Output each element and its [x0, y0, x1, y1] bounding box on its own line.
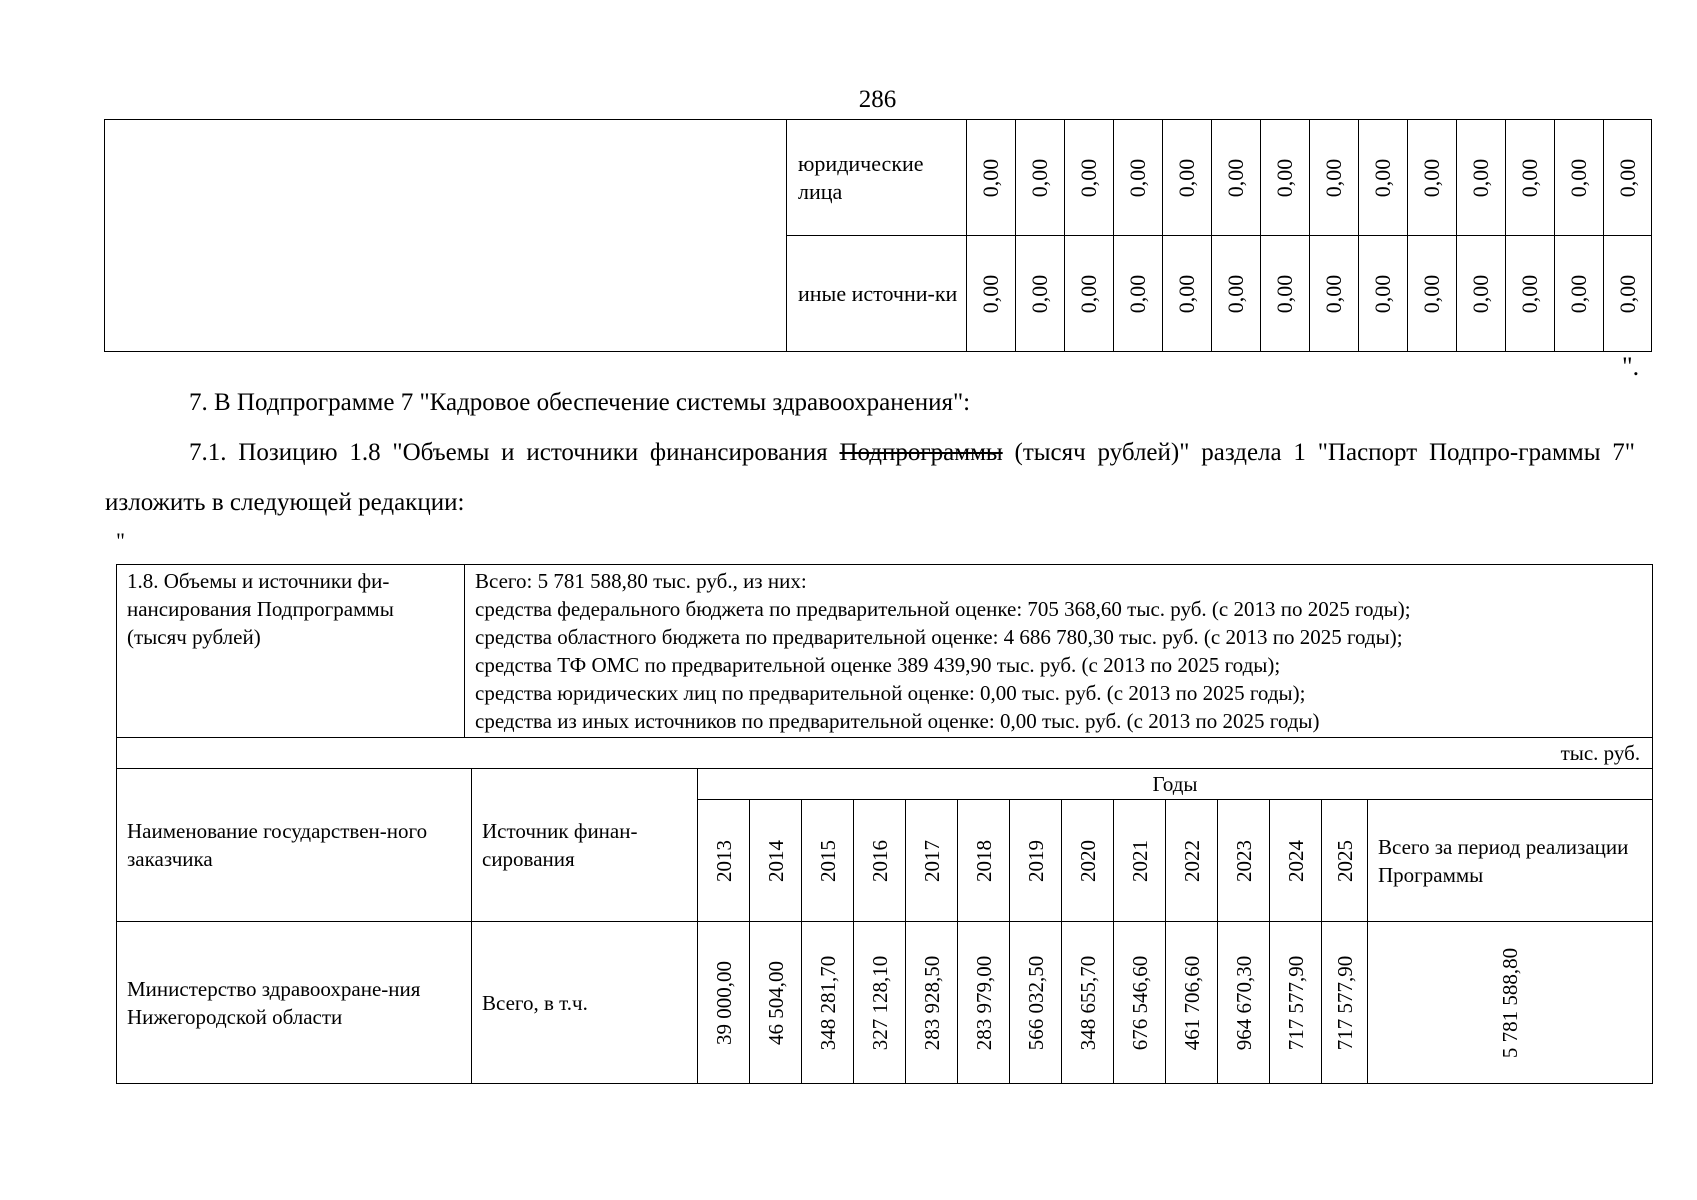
year-text: 2017 [919, 839, 944, 882]
value-cell [1359, 120, 1408, 236]
value-text: 0,00 [978, 274, 1003, 313]
customer-cell: Министерство здравоохране-ния Нижегородской области [117, 922, 472, 1084]
year-header [1218, 800, 1270, 922]
passport-table [116, 564, 1653, 1084]
value-cell [1212, 120, 1261, 236]
year-header [906, 800, 958, 922]
opening-quote: " [116, 528, 125, 553]
value-cell [1408, 236, 1457, 352]
page-number: 286 [858, 86, 897, 113]
passport-line: средства областного бюджета по предварительной оценке: 4 686 780,30 тыс. руб. (с 2013 по 2025 годы); [475, 625, 1403, 649]
value-cell [1604, 236, 1652, 352]
value-text: 0,00 [1468, 274, 1493, 313]
value-cell [1359, 236, 1408, 352]
year-value-cell [1218, 922, 1270, 1084]
year-header [958, 800, 1010, 922]
customer-header: Наименование государствен-ного заказчика [117, 769, 472, 922]
value-text: 0,00 [1125, 274, 1150, 313]
struck-text: Подпрограммы [839, 439, 1003, 466]
value-cell [1065, 120, 1114, 236]
passport-line: средства федерального бюджета по предварительной оценке: 705 368,60 тыс. руб. (с 2013 по 2025 годы); [475, 597, 1411, 621]
value-cell [1261, 236, 1310, 352]
value-text: 0,00 [1321, 274, 1346, 313]
total-header: Всего за период реализации Программы [1368, 800, 1653, 922]
year-value-cell [1114, 922, 1166, 1084]
value-text: 0,00 [1076, 158, 1101, 197]
unit-label: тыс. руб. [117, 738, 1653, 769]
year-header [750, 800, 802, 922]
value-text: 566 032,50 [1023, 955, 1048, 1050]
value-text: 0,00 [1517, 274, 1542, 313]
value-text: 283 928,50 [919, 955, 944, 1050]
year-text: 2014 [763, 839, 788, 882]
value-cell [1016, 236, 1065, 352]
value-text: 46 504,00 [763, 960, 788, 1045]
year-header [1322, 800, 1368, 922]
paragraph-text: (тысяч рублей)" раздела 1 "Паспорт Подпро-граммы 7" изложить в следующей редакции: [105, 439, 1635, 516]
year-value-cell [1062, 922, 1114, 1084]
table-row [117, 769, 1653, 800]
year-header [1062, 800, 1114, 922]
source-header: Источник финан-сирования [472, 769, 698, 922]
value-text: 348 281,70 [815, 955, 840, 1050]
value-text: 39 000,00 [711, 960, 736, 1045]
year-value-cell [1322, 922, 1368, 1084]
value-cell [1310, 236, 1359, 352]
value-text: 0,00 [1566, 158, 1591, 197]
value-cell [1555, 120, 1604, 236]
value-cell [1163, 120, 1212, 236]
value-cell [1310, 120, 1359, 236]
total-value-cell [1368, 922, 1653, 1084]
passport-label: 1.8. Объемы и источники фи-нансирования Подпрограммы (тысяч рублей) [117, 565, 465, 738]
passport-line: средства из иных источников по предварительной оценке: 0,00 тыс. руб. (с 2013 по 2025 годы) [475, 709, 1320, 733]
value-text: 0,00 [1272, 158, 1297, 197]
value-cell [1114, 120, 1163, 236]
closing-quote: ". [1622, 352, 1640, 381]
passport-line: средства ТФ ОМС по предварительной оценке 389 439,90 тыс. руб. (с 2013 по 2025 годы); [475, 653, 1281, 677]
value-cell [1065, 236, 1114, 352]
year-header [698, 800, 750, 922]
value-text: 0,00 [1370, 158, 1395, 197]
value-cell [1457, 236, 1506, 352]
value-text: 0,00 [1566, 274, 1591, 313]
value-cell [1163, 236, 1212, 352]
value-text: 327 128,10 [867, 955, 892, 1050]
value-cell [1114, 236, 1163, 352]
value-text: 0,00 [978, 158, 1003, 197]
value-text: 0,00 [1419, 158, 1444, 197]
value-text: 0,00 [1223, 274, 1248, 313]
value-cell [1212, 236, 1261, 352]
table-row [105, 120, 1652, 236]
year-text: 2024 [1283, 839, 1308, 882]
value-text: 0,00 [1517, 158, 1542, 197]
paragraph-7: 7. В Подпрограмме 7 "Кадровое обеспечение системы здравоохранения": [189, 389, 971, 416]
year-value-cell [1270, 922, 1322, 1084]
value-cell [967, 120, 1016, 236]
value-cell [1555, 236, 1604, 352]
value-cell [1506, 236, 1555, 352]
value-text: 0,00 [1125, 158, 1150, 197]
year-value-cell [802, 922, 854, 1084]
year-text: 2025 [1332, 839, 1357, 882]
year-header [802, 800, 854, 922]
value-text: 348 655,70 [1075, 955, 1100, 1050]
year-value-cell [1010, 922, 1062, 1084]
passport-line: средства юридических лиц по предварительной оценке: 0,00 тыс. руб. (с 2013 по 2025 годы); [475, 681, 1306, 705]
value-text: 461 706,60 [1179, 955, 1204, 1050]
year-header [1010, 800, 1062, 922]
value-text: 0,00 [1027, 158, 1052, 197]
value-text: 0,00 [1076, 274, 1101, 313]
value-cell [1261, 120, 1310, 236]
year-text: 2021 [1127, 839, 1152, 882]
year-value-cell [854, 922, 906, 1084]
value-cell [1457, 120, 1506, 236]
passport-line: Всего: 5 781 588,80 тыс. руб., из них: [475, 569, 807, 593]
year-text: 2019 [1023, 839, 1048, 882]
source-cell: юридические лица [787, 120, 967, 236]
value-cell [1408, 120, 1457, 236]
year-text: 2022 [1179, 839, 1204, 882]
value-cell [967, 236, 1016, 352]
value-text: 0,00 [1174, 158, 1199, 197]
value-text: 717 577,90 [1283, 955, 1308, 1050]
year-value-cell [958, 922, 1010, 1084]
empty-cell [105, 120, 787, 352]
value-text: 0,00 [1174, 274, 1199, 313]
year-text: 2016 [867, 839, 892, 882]
value-cell [1604, 120, 1652, 236]
year-header [1166, 800, 1218, 922]
source-cell: Всего, в т.ч. [472, 922, 698, 1084]
years-group-header: Годы [698, 769, 1653, 800]
paragraph-7-1 [105, 428, 1635, 528]
table-row [117, 922, 1653, 1084]
value-cell [1016, 120, 1065, 236]
value-text: 676 546,60 [1127, 955, 1152, 1050]
year-value-cell [906, 922, 958, 1084]
financing-table-continuation [104, 119, 1652, 352]
passport-details [465, 565, 1653, 738]
year-header [1114, 800, 1166, 922]
value-text: 0,00 [1370, 274, 1395, 313]
year-value-cell [1166, 922, 1218, 1084]
paragraph-text: 7.1. Позицию 1.8 "Объемы и источники финансирования [189, 439, 840, 466]
value-text: 964 670,30 [1231, 955, 1256, 1050]
year-text: 2015 [815, 839, 840, 882]
value-text: 717 577,90 [1332, 955, 1357, 1050]
value-text: 0,00 [1027, 274, 1052, 313]
value-text: 5 781 588,80 [1498, 947, 1523, 1058]
table-row [117, 738, 1653, 769]
table-row [117, 565, 1653, 738]
year-text: 2020 [1075, 839, 1100, 882]
year-header [854, 800, 906, 922]
value-text: 0,00 [1614, 274, 1640, 313]
value-text: 283 979,00 [971, 955, 996, 1050]
value-cell [1506, 120, 1555, 236]
value-text: 0,00 [1468, 158, 1493, 197]
source-cell: иные источни-ки [787, 236, 967, 352]
value-text: 0,00 [1614, 158, 1640, 197]
value-text: 0,00 [1272, 274, 1297, 313]
year-text: 2023 [1231, 839, 1256, 882]
year-value-cell [750, 922, 802, 1084]
year-text: 2013 [711, 839, 736, 882]
value-text: 0,00 [1223, 158, 1248, 197]
value-text: 0,00 [1419, 274, 1444, 313]
year-text: 2018 [971, 839, 996, 882]
year-value-cell [698, 922, 750, 1084]
value-text: 0,00 [1321, 158, 1346, 197]
year-header [1270, 800, 1322, 922]
